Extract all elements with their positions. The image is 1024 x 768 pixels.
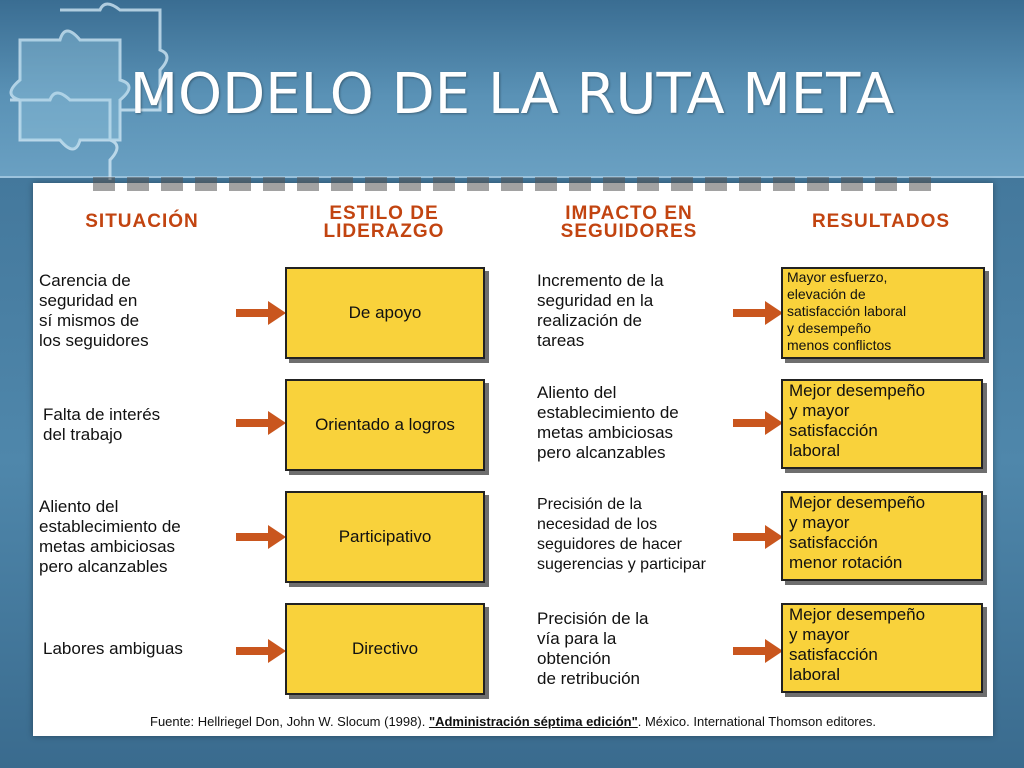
estilo-label: Directivo [351,639,419,658]
page-title: MODELO DE LA RUTA META [129,62,895,127]
estilo-label: De apoyo [348,303,422,322]
arrow-icon [733,525,783,549]
citation-suffix: . México. International Thomson editores. [637,714,876,729]
resultado-label: Mejor desempeño y mayor satisfacción menor rotación [789,493,926,572]
slide-header [0,0,1024,178]
impacto-1: Incremento de la seguridad en la realización de tareas [537,271,664,350]
resultado-box-4 [781,603,983,693]
situacion-2: Falta de interés del trabajo [43,405,161,444]
resultado-box-2 [781,379,983,469]
citation-prefix: Fuente: Hellriegel Don, John W. Slocum (1998). [150,714,429,729]
estilo-box-1 [285,267,485,359]
column-header-impacto: IMPACTO EN SEGUIDORES [560,203,698,242]
arrow-icon [236,301,286,325]
estilo-label: Orientado a logros [315,415,455,434]
arrow-icon [733,639,783,663]
estilo-box-4 [285,603,485,695]
resultado-label: Mejor desempeño y mayor satisfacción laboral [789,381,926,460]
diagram-panel [33,183,993,736]
column-header-resultados: RESULTADOS [811,211,951,232]
resultado-box-1 [781,267,985,359]
arrow-icon [236,411,286,435]
arrow-icon [236,525,286,549]
situacion-1: Carencia de seguridad en sí mismos de los seguidores [39,271,149,350]
arrow-icon [733,301,783,325]
impacto-2: Aliento del establecimiento de metas ambiciosas pero alcanzables [537,383,679,462]
situacion-3: Aliento del establecimiento de metas ambiciosas pero alcanzables [39,497,181,576]
impacto-3: Precisión de la necesidad de los seguidores de hacer sugerencias y participar [537,496,706,573]
column-header-estilo: ESTILO DE LIDERAZGO [323,203,445,242]
source-citation [33,714,993,729]
estilo-label: Participativo [338,527,432,546]
citation-book-title: "Administración séptima edición" [428,714,638,729]
resultado-label: Mejor desempeño y mayor satisfacción laboral [789,605,926,684]
faded-background-text [93,177,933,191]
resultado-label: Mayor esfuerzo, elevación de satisfacción laboral y desempeño menos conflictos [787,269,907,353]
situacion-4: Labores ambiguas [43,639,183,658]
estilo-box-3 [285,491,485,583]
impacto-4: Precisión de la vía para la obtención de retribución [537,609,649,688]
estilo-box-2 [285,379,485,471]
resultado-box-3 [781,491,983,581]
arrow-icon [733,411,783,435]
arrow-icon [236,639,286,663]
column-header-situacion: SITUACIÓN [85,211,199,232]
